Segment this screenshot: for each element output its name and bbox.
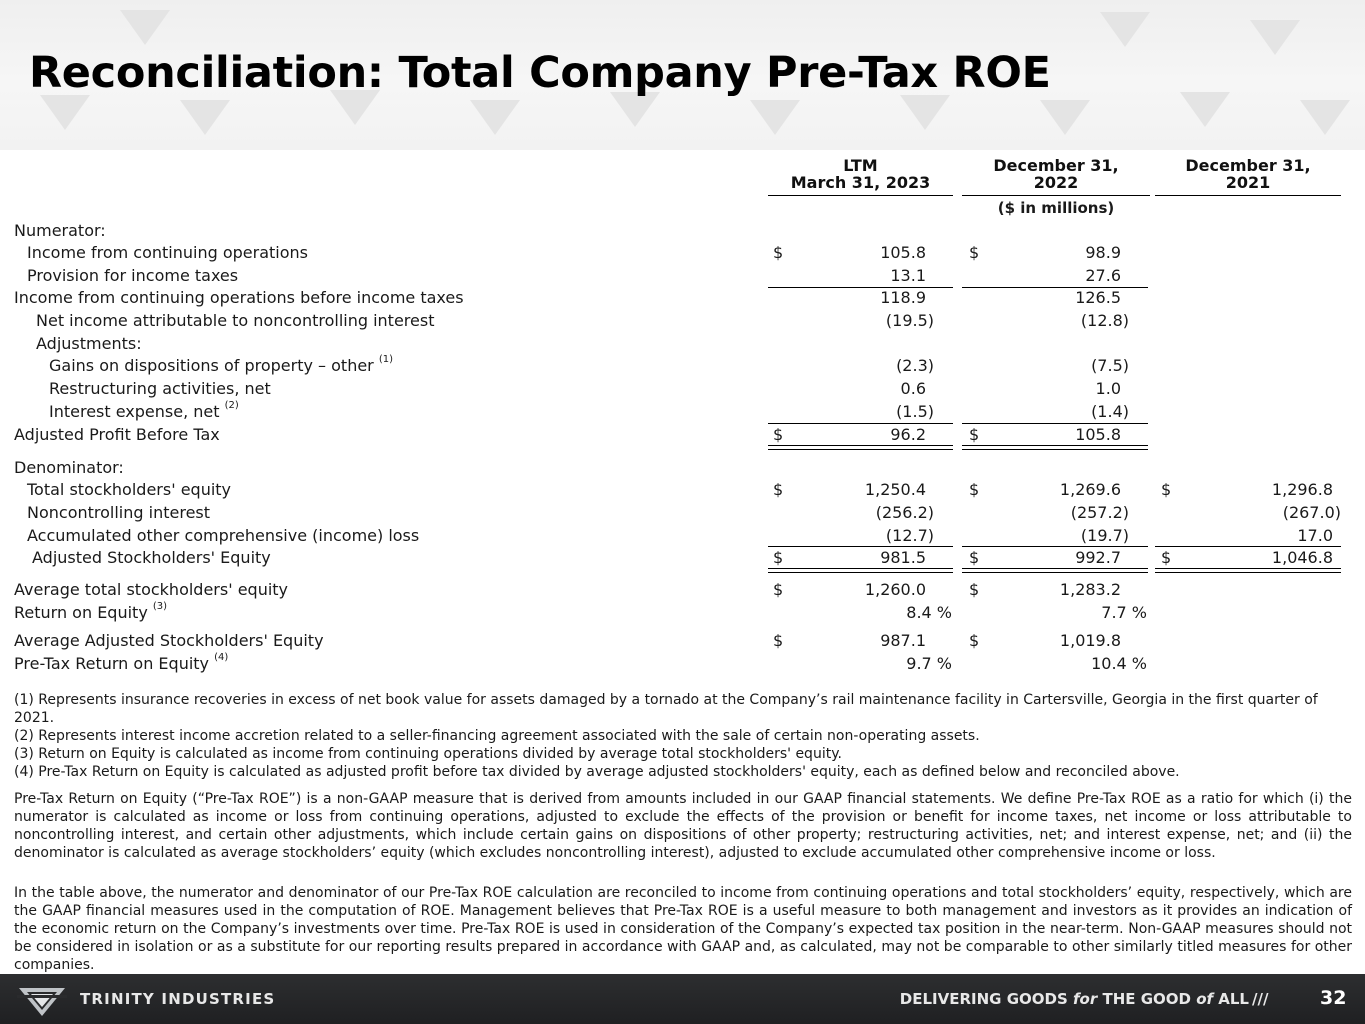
total-double-rule bbox=[1155, 568, 1341, 573]
subtotal-rule bbox=[962, 423, 1148, 424]
tagline-part: THE GOOD bbox=[1097, 990, 1197, 1008]
table-row bbox=[0, 379, 1365, 401]
cell-value: (12.7) bbox=[885, 526, 934, 545]
col-header-ltm bbox=[768, 157, 953, 191]
definition-paragraph: Pre-Tax Return on Equity (“Pre-Tax ROE”) is a non-GAAP measure that is derived from amounts included in our GAAP financial statements. We define Pre-Tax ROE as a ratio for which (i) the numerator is calculated as income or loss from continuing operations, adjusted to exclude the effects of the provision or benefit for income taxes, net income or loss attributable to noncontrolling interest, and certain other adjustments, which include certain gains on dispositions of other property; restructuring activities, net; and interest expense, net; and (ii) the denominator is calculated as average stockholders’ equity (which excludes noncontrolling interest), adjusted to exclude accumulated other comprehensive income or loss. bbox=[14, 791, 1352, 861]
row-label-text: Interest expense, net bbox=[49, 402, 220, 421]
page-title: Reconciliation: Total Company Pre-Tax ROE bbox=[29, 48, 1051, 98]
cell-value: (2.3) bbox=[896, 356, 934, 375]
table-row bbox=[0, 356, 1365, 378]
table-row bbox=[0, 311, 1365, 333]
cell-value: 98.9 bbox=[1085, 243, 1121, 262]
row-label: Adjusted Stockholders' Equity bbox=[32, 548, 271, 567]
cell-value: 10.4 % bbox=[1091, 654, 1147, 673]
row-label: Average total stockholders' equity bbox=[14, 580, 289, 599]
table-row bbox=[0, 334, 1365, 356]
table-row bbox=[0, 266, 1365, 288]
cell-value: (257.2) bbox=[1070, 503, 1129, 522]
subtotal-rule bbox=[962, 546, 1148, 547]
row-label: Denominator: bbox=[14, 458, 124, 477]
row-label-text: Return on Equity bbox=[14, 603, 148, 622]
cell-value: (1.5) bbox=[896, 402, 934, 421]
row-label bbox=[49, 356, 393, 375]
cell-value: 1.0 bbox=[1095, 379, 1121, 398]
dollar-sign: $ bbox=[773, 580, 784, 599]
cell-value: 27.6 bbox=[1085, 266, 1121, 285]
footnote-2: (2) Represents interest income accretion related to a seller-financing agreement associated with the sale of certain non-operating assets. bbox=[14, 728, 980, 744]
units-note: ($ in millions) bbox=[997, 199, 1115, 217]
row-label: Income from continuing operations bbox=[27, 243, 308, 262]
cell-value: 9.7 % bbox=[906, 654, 952, 673]
col-header-2021 bbox=[1155, 157, 1341, 191]
cell-value: 981.5 bbox=[880, 548, 926, 567]
table-row bbox=[0, 654, 1365, 676]
table-row bbox=[0, 288, 1365, 310]
dollar-sign: $ bbox=[969, 548, 980, 567]
table-row bbox=[0, 503, 1365, 525]
tagline-part: DELIVERING GOODS bbox=[899, 990, 1073, 1008]
row-label-text: Pre-Tax Return on Equity bbox=[14, 654, 210, 673]
trinity-logo-icon bbox=[17, 980, 67, 1018]
footer-bar bbox=[0, 974, 1365, 1024]
col-header-line1: December 31, bbox=[993, 156, 1119, 175]
subtotal-rule bbox=[768, 423, 953, 424]
dollar-sign: $ bbox=[969, 631, 980, 650]
cell-value: 1,260.0 bbox=[864, 580, 926, 599]
row-label bbox=[49, 402, 239, 421]
total-double-rule bbox=[768, 445, 953, 450]
row-label: Numerator: bbox=[14, 221, 106, 240]
footnote-4: (4) Pre-Tax Return on Equity is calculated as adjusted profit before tax divided by average adjusted stockholders' equity, each as defined below and reconciled above. bbox=[14, 764, 1180, 780]
dollar-sign: $ bbox=[1161, 548, 1172, 567]
cell-value: (256.2) bbox=[875, 503, 934, 522]
tagline-part: for bbox=[1073, 990, 1098, 1008]
row-label: Adjustments: bbox=[36, 334, 142, 353]
col-header-line2: March 31, 2023 bbox=[790, 173, 931, 192]
dollar-sign: $ bbox=[773, 548, 784, 567]
cell-value: (19.7) bbox=[1080, 526, 1129, 545]
col-header-line1: December 31, bbox=[1185, 156, 1311, 175]
table-row bbox=[0, 402, 1365, 424]
row-label bbox=[14, 654, 228, 673]
footnotes bbox=[14, 691, 1352, 781]
cell-value: 1,283.2 bbox=[1059, 580, 1121, 599]
brand-name: TRINITY INDUSTRIES bbox=[80, 990, 276, 1008]
row-label: Adjusted Profit Before Tax bbox=[14, 425, 220, 444]
explanation-paragraph: In the table above, the numerator and denominator of our Pre-Tax ROE calculation are reconciled to income from continuing operations and total stockholders’ equity, respectively, which are the GAAP financial measures used in the computation of ROE. Management believes that Pre-Tax ROE is a useful measure to both management and investors as it provides an indication of the economic return on the Company’s investments over time. Pre-Tax ROE is used in consideration of the Company’s expected tax position in the near-term. Non-GAAP measures should not be considered in isolation or as a substitute for our reporting results prepared in accordance with GAAP and, as calculated, may not be comparable to other similarly titled measures for other companies. bbox=[14, 885, 1352, 973]
dollar-sign: $ bbox=[969, 425, 980, 444]
table-row bbox=[0, 425, 1365, 447]
cell-value: 7.7 % bbox=[1101, 603, 1147, 622]
cell-value: 126.5 bbox=[1075, 288, 1121, 307]
row-label: Net income attributable to noncontrolling interest bbox=[36, 311, 435, 330]
table-row bbox=[0, 526, 1365, 548]
cell-value: 1,019.8 bbox=[1059, 631, 1121, 650]
dollar-sign: $ bbox=[773, 480, 784, 499]
slashes-divider: /// bbox=[1252, 990, 1269, 1008]
col-header-rule bbox=[1155, 195, 1341, 196]
dollar-sign: $ bbox=[969, 480, 980, 499]
cell-value: 1,269.6 bbox=[1059, 480, 1121, 499]
total-double-rule bbox=[962, 445, 1148, 450]
cell-value: (12.8) bbox=[1080, 311, 1129, 330]
cell-value: 96.2 bbox=[890, 425, 926, 444]
total-double-rule bbox=[962, 568, 1148, 573]
row-label: Average Adjusted Stockholders' Equity bbox=[14, 631, 324, 650]
cell-value: 13.1 bbox=[890, 266, 926, 285]
cell-value: 8.4 % bbox=[906, 603, 952, 622]
subtotal-rule bbox=[768, 546, 953, 547]
col-header-rule bbox=[962, 195, 1150, 196]
row-label: Restructuring activities, net bbox=[49, 379, 271, 398]
table-row bbox=[0, 603, 1365, 625]
col-header-rule bbox=[768, 195, 953, 196]
row-label-text: Gains on dispositions of property – other bbox=[49, 356, 374, 375]
cell-value: (19.5) bbox=[885, 311, 934, 330]
cell-value: (1.4) bbox=[1091, 402, 1129, 421]
table-row bbox=[0, 221, 1365, 243]
cell-value: 987.1 bbox=[880, 631, 926, 650]
footnote-ref: (4) bbox=[214, 652, 229, 663]
cell-value: 105.8 bbox=[1075, 425, 1121, 444]
table-row bbox=[0, 631, 1365, 653]
table-row bbox=[0, 580, 1365, 602]
footnote-ref: (1) bbox=[378, 354, 394, 365]
col-header-line2: 2022 bbox=[1033, 173, 1079, 192]
footnote-ref: (3) bbox=[152, 601, 168, 612]
dollar-sign: $ bbox=[773, 631, 784, 650]
tagline-part: ALL bbox=[1213, 990, 1249, 1008]
table-row bbox=[0, 548, 1365, 570]
table-row bbox=[0, 458, 1365, 480]
col-header-line1: LTM bbox=[843, 156, 878, 175]
total-double-rule bbox=[768, 568, 953, 573]
page-number: 32 bbox=[1320, 987, 1347, 1009]
cell-value: (7.5) bbox=[1091, 356, 1129, 375]
row-label: Noncontrolling interest bbox=[27, 503, 211, 522]
col-header-2022 bbox=[962, 157, 1150, 191]
cell-value: 17.0 bbox=[1297, 526, 1333, 545]
row-label: Total stockholders' equity bbox=[27, 480, 232, 499]
tagline-part: of bbox=[1196, 990, 1214, 1008]
cell-value: 1,250.4 bbox=[864, 480, 926, 499]
table-row bbox=[0, 480, 1365, 502]
footnote-3: (3) Return on Equity is calculated as income from continuing operations divided by average total stockholders' equity. bbox=[14, 746, 842, 762]
tagline bbox=[900, 990, 1249, 1008]
cell-value: 1,046.8 bbox=[1271, 548, 1333, 567]
cell-value: 992.7 bbox=[1075, 548, 1121, 567]
row-label bbox=[14, 603, 167, 622]
header-banner bbox=[0, 0, 1365, 150]
dollar-sign: $ bbox=[1161, 480, 1172, 499]
dollar-sign: $ bbox=[969, 580, 980, 599]
cell-value: 118.9 bbox=[880, 288, 926, 307]
dollar-sign: $ bbox=[773, 425, 784, 444]
col-header-line2: 2021 bbox=[1225, 173, 1271, 192]
cell-value: (267.0) bbox=[1282, 503, 1341, 522]
footnote-1: (1) Represents insurance recoveries in excess of net book value for assets damaged by a tornado at the Company’s rail maintenance facility in Cartersville, Georgia in the first quarter of 2021. bbox=[14, 692, 1318, 726]
cell-value: 1,296.8 bbox=[1271, 480, 1333, 499]
cell-value: 105.8 bbox=[880, 243, 926, 262]
subtotal-rule bbox=[1155, 546, 1341, 547]
row-label: Provision for income taxes bbox=[27, 266, 239, 285]
dollar-sign: $ bbox=[773, 243, 784, 262]
dollar-sign: $ bbox=[969, 243, 980, 262]
table-row bbox=[0, 243, 1365, 265]
footnote-ref: (2) bbox=[224, 400, 239, 411]
row-label: Income from continuing operations before income taxes bbox=[14, 288, 464, 307]
row-label: Accumulated other comprehensive (income) loss bbox=[27, 526, 420, 545]
cell-value: 0.6 bbox=[900, 379, 926, 398]
